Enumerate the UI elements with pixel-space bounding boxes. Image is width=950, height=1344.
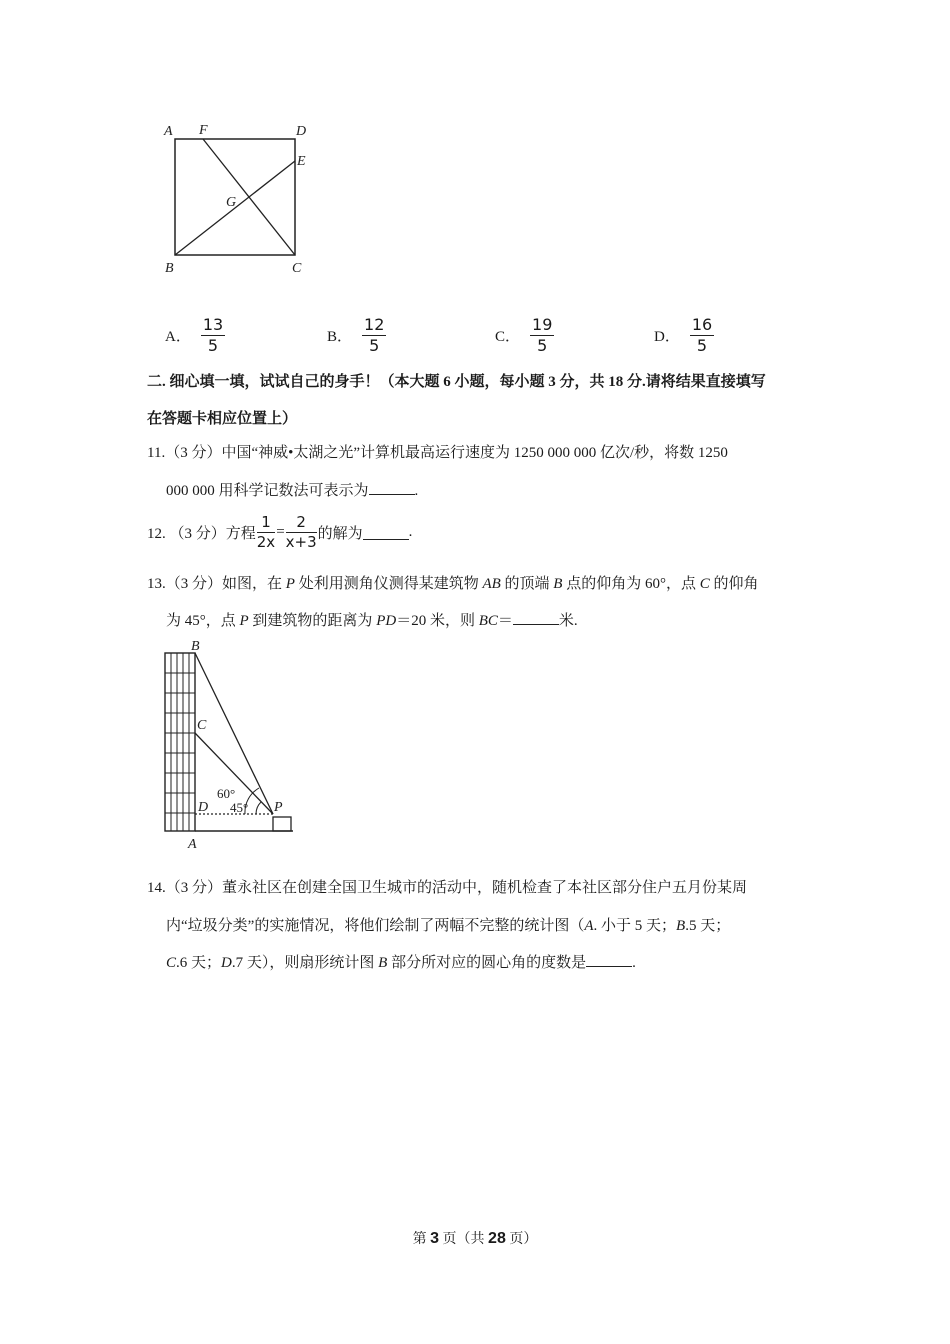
question-14-line2: 内“垃圾分类”的实施情况，将他们绘制了两幅不完整的统计图（A. 小于 5 天；B.5 天； <box>166 918 731 934</box>
current-page: 3 <box>430 1230 440 1247</box>
building-grid <box>165 653 195 831</box>
question-11-line2 <box>166 479 418 500</box>
label-d: D <box>296 124 307 139</box>
question-12-answer-blank[interactable] <box>363 525 409 540</box>
option-b[interactable] <box>327 313 386 357</box>
question-12-right-denominator: x+3 <box>285 532 317 551</box>
question-12-right-numerator: 2 <box>296 512 306 531</box>
option-c-fraction <box>530 316 554 355</box>
angle-arc-45 <box>256 802 261 814</box>
option-b-numerator: 12 <box>364 314 385 334</box>
theodolite-box <box>273 817 291 831</box>
label-p: P <box>274 800 283 815</box>
question-12-prefix: 12. （3 分）方程 <box>147 525 256 542</box>
option-c-denominator: 5 <box>537 335 548 355</box>
label-e: E <box>297 154 306 169</box>
question-11-text: 000 000 用科学记数法可表示为 <box>166 483 369 499</box>
option-a[interactable] <box>165 313 225 357</box>
question-14-line3: C.6 天；D.7 天），则扇形统计图 B 部分所对应的圆心角的度数是 . <box>166 951 636 972</box>
question-12-fraction-left <box>257 514 275 551</box>
option-d-fraction <box>690 316 714 355</box>
square-figure <box>160 118 320 278</box>
question-11-period: . <box>414 483 419 499</box>
option-b-letter: B． <box>327 328 353 345</box>
angle-45-label: 45° <box>230 800 249 815</box>
option-c-numerator: 19 <box>532 314 553 334</box>
question-12-equals: = <box>276 523 285 540</box>
option-a-numerator: 13 <box>202 314 224 334</box>
question-13-line1: 13.（3 分）如图，在 P 处利用测角仪测得某建筑物 AB 的顶端 B 点的仰角为 60°，点 C 的仰角 <box>147 576 759 592</box>
label-c: C <box>197 718 207 733</box>
question-12-suffix: 的解为 <box>317 525 363 542</box>
label-f: F <box>199 123 208 138</box>
label-b: B <box>165 261 174 276</box>
page-footer: 第 3 页（共 28 页） <box>412 1230 538 1247</box>
option-a-letter: A． <box>165 328 191 345</box>
question-14-line1: 14.（3 分）董永社区在创建全国卫生城市的活动中，随机检查了本社区部分住户五月份某周 <box>147 880 748 896</box>
angle-60-label: 60° <box>217 786 236 801</box>
label-a: A <box>164 124 173 139</box>
section-2-heading-line2: 在答题卡相应位置上） <box>147 411 298 427</box>
question-12-period: . <box>408 523 413 540</box>
question-13-answer-blank[interactable] <box>513 610 559 625</box>
total-pages: 28 <box>488 1230 506 1247</box>
option-d-numerator: 16 <box>691 314 713 334</box>
label-c: C <box>292 261 302 276</box>
option-d-letter: D． <box>654 328 680 345</box>
option-a-denominator: 5 <box>207 335 219 355</box>
option-b-fraction <box>362 316 386 355</box>
option-c[interactable] <box>495 313 554 357</box>
question-12 <box>147 510 412 554</box>
question-11-answer-blank[interactable] <box>369 480 415 495</box>
question-13-line2: 为 45°，点 P 到建筑物的距离为 PD＝20 米，则 BC＝ 米. <box>166 609 578 630</box>
label-d: D <box>198 800 209 815</box>
option-d[interactable] <box>654 313 714 357</box>
option-d-denominator: 5 <box>696 335 708 355</box>
label-a: A <box>188 837 197 852</box>
section-2-heading-line1: 二. 细心填一填，试试自己的身手！（本大题 6 小题，每小题 3 分，共 18 分.请将结果直接填写 <box>147 374 766 390</box>
label-g: G <box>226 195 237 210</box>
option-a-fraction <box>201 316 225 355</box>
question-11-line1: 11.（3 分）中国“神威•太湖之光”计算机最高运行速度为 1250 000 000 亿次/秒，将数 1250 <box>147 445 728 461</box>
question-12-fraction-right <box>286 514 317 551</box>
label-b: B <box>191 639 200 654</box>
option-c-letter: C． <box>495 328 521 345</box>
building-figure <box>160 636 310 854</box>
question-12-left-denominator: 2x <box>256 532 276 551</box>
question-12-left-numerator: 1 <box>261 512 271 531</box>
question-14-answer-blank[interactable] <box>586 952 632 967</box>
option-b-denominator: 5 <box>369 335 380 355</box>
